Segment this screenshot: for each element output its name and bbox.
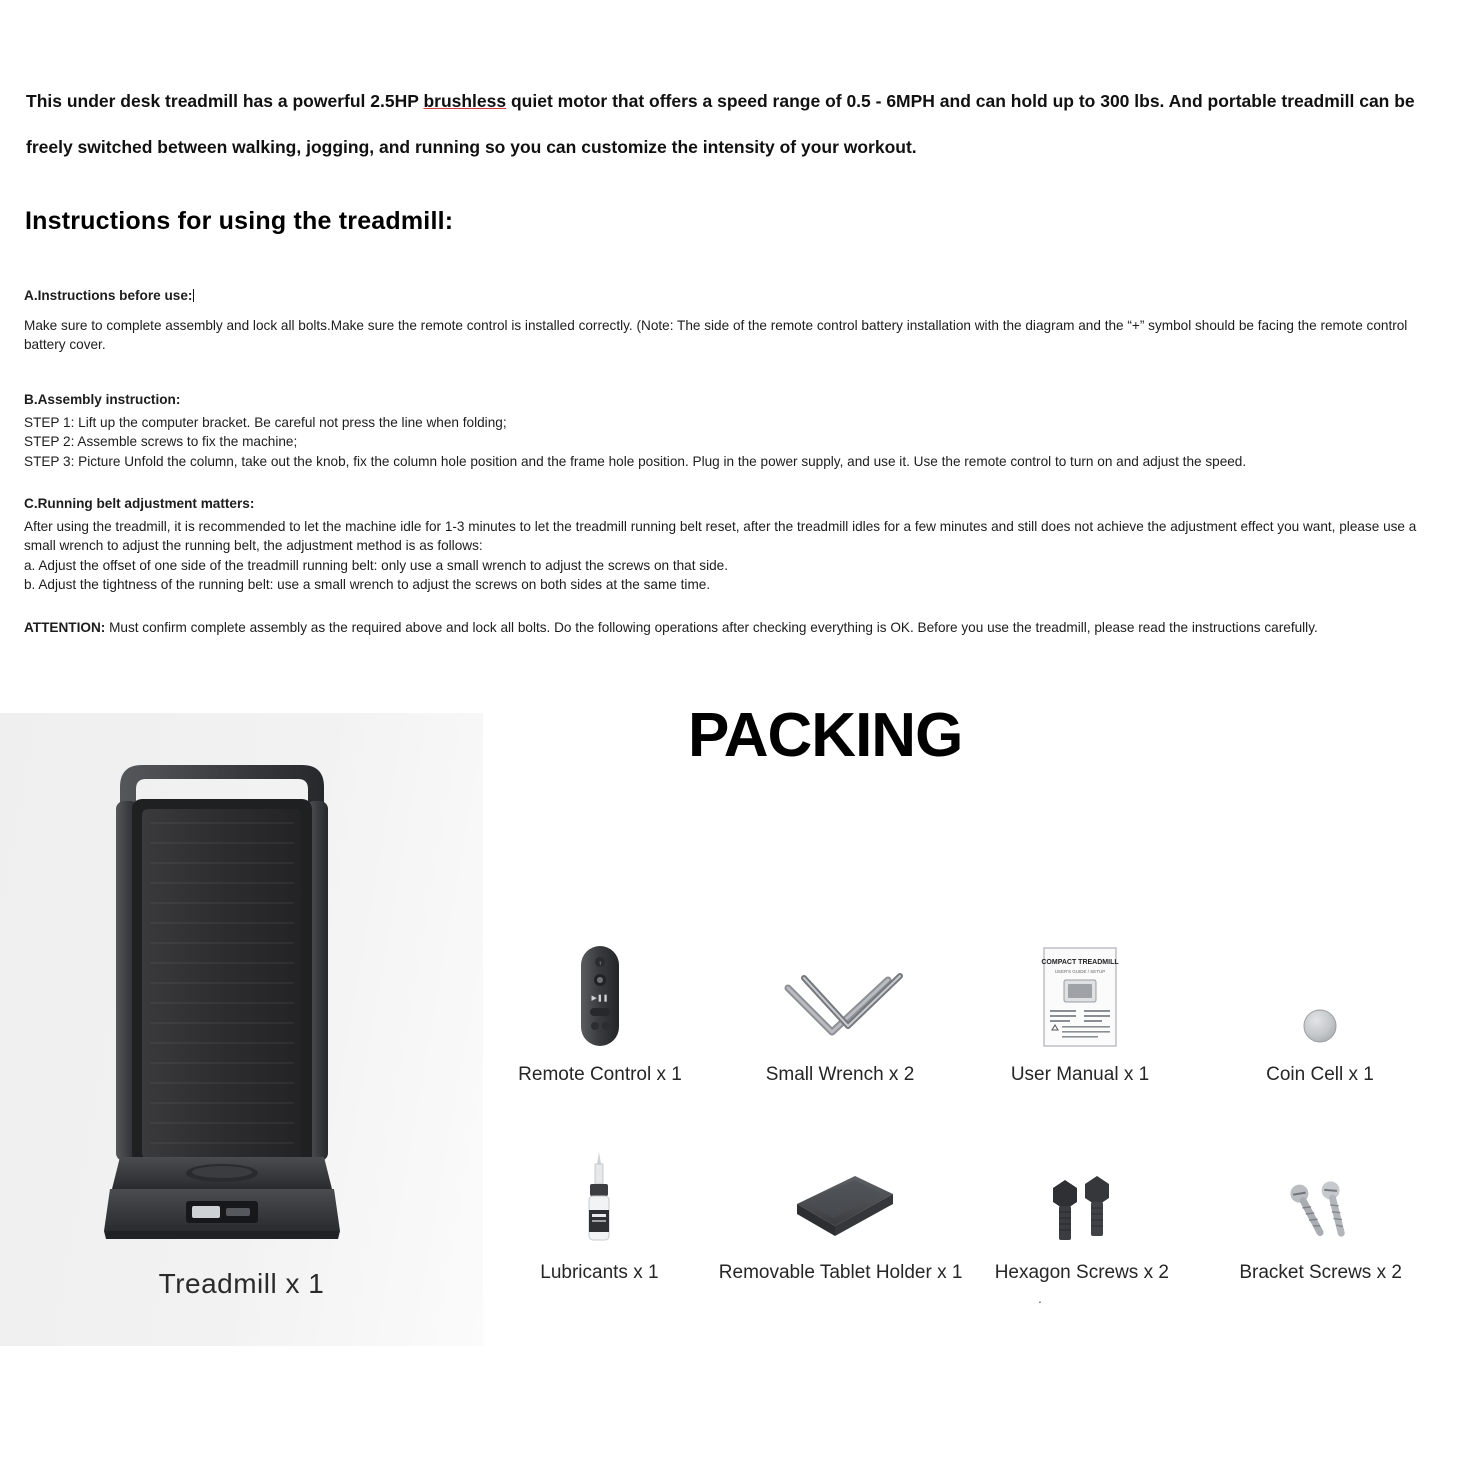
packing-item [480,940,720,1086]
intro-text-part1: This under desk treadmill has a powerful 2.5HP [26,91,424,111]
section-running-belt-adjustment [24,494,1436,595]
packing-item [480,1138,719,1284]
packing-item-label: Bracket Screws x 2 [1239,1262,1402,1283]
section-b-title: B.Assembly instruction: [24,392,181,407]
section-b-step1: STEP 1: Lift up the computer bracket. Be careful not press the line when folding; [24,414,507,430]
packing-item [719,1138,963,1284]
svg-text:COMPACT TREADMILL: COMPACT TREADMILL [1041,959,1119,966]
packing-title: PACKING [688,701,963,770]
attention-label: ATTENTION: [24,620,106,635]
section-b-step3: STEP 3: Picture Unfold the column, take out the knob, fix the column hole position and the frame hole position. Plug in the power supply, and use it. Use the remote control to turn on and adjust the speed. [24,453,1247,469]
intro-text-part2: quiet motor that offers a speed range of 0.5 - 6MPH and can hold up to 300 lbs. And portable treadmill can be freely switched between walking, jogging, and running so you can customize the intensity of your workout. [26,91,1415,157]
packing-item-label: Lubricants x 1 [540,1262,659,1283]
treadmill-illustration [102,753,342,1253]
tablet-holder-icon [781,1138,901,1248]
svg-text:↑: ↑ [598,961,602,967]
section-c-body: After using the treadmill, it is recommended to let the machine idle for 1-3 minutes to let the treadmill running belt reset, after the treadmill idles for a few minutes and still does not achieve the adjustment effect you want, please use a small wrench to adjust the running belt, the adjustment method is as follows: [24,518,1417,553]
packing-item-label: Hexagon Screws x 2 [994,1262,1169,1283]
packing-item-label: Small Wrench x 2 [765,1064,915,1085]
packing-row-1 [480,940,1440,1086]
manual-icon [1038,940,1122,1050]
section-b-step2: STEP 2: Assemble screws to fix the machine; [24,434,298,449]
section-c-title: C.Running belt adjustment matters: [24,496,255,511]
intro-paragraph [26,78,1416,170]
packing-item [1200,940,1440,1086]
attention-note [24,618,1436,638]
section-instructions-before-use [24,286,1436,355]
section-c-item-b: b. Adjust the tightness of the running belt: use a small wrench to adjust the screws on both sides at the same time. [24,577,711,592]
lubricant-icon [579,1138,619,1248]
svg-text:USER'S GUIDE / SETUP: USER'S GUIDE / SETUP [1054,969,1106,974]
remote-control-icon [571,940,629,1050]
packing-item-label: Coin Cell x 1 [1266,1064,1374,1085]
page-title: Instructions for using the treadmill: [25,207,454,235]
svg-text:▶❚❚: ▶❚❚ [591,995,609,1002]
stray-mark: . [1038,1290,1042,1306]
wrench-icon [770,940,910,1050]
section-a-body: Make sure to complete assembly and lock all bolts.Make sure the remote control is installed correctly. (Note: The side of the remote control battery installation with the diagram and the “+” symbol should be facing the remote control battery cover. [24,317,1408,352]
product-caption: Treadmill x 1 [158,1268,325,1299]
packing-item-label: User Manual x 1 [1010,1064,1150,1085]
text-caret [193,289,194,302]
product-image-panel [0,713,483,1346]
packing-item-label: Remote Control x 1 [518,1064,682,1085]
packing-item [960,940,1200,1086]
attention-body: Must confirm complete assembly as the required above and lock all bolts. Do the following operations after checking everything is OK. Before you use the treadmill, please read the instructions carefully. [105,620,1318,635]
coin-cell-icon [1297,940,1343,1050]
section-assembly-instruction [24,390,1436,471]
section-c-item-a: a. Adjust the offset of one side of the treadmill running belt: only use a small wrench to adjust the screws on that side. [24,557,729,573]
bracket-screw-icon [1276,1138,1366,1248]
packing-list [480,940,1440,1284]
packing-item [720,940,960,1086]
hexagon-screw-icon [1037,1138,1127,1248]
packing-item [962,1138,1201,1284]
section-a-title: A.Instructions before use: [24,288,193,303]
packing-item-label: Removable Tablet Holder x 1 [718,1262,963,1283]
packing-item [1201,1138,1440,1284]
packing-row-2 [480,1138,1440,1284]
intro-underlined-word: brushless [423,91,507,111]
